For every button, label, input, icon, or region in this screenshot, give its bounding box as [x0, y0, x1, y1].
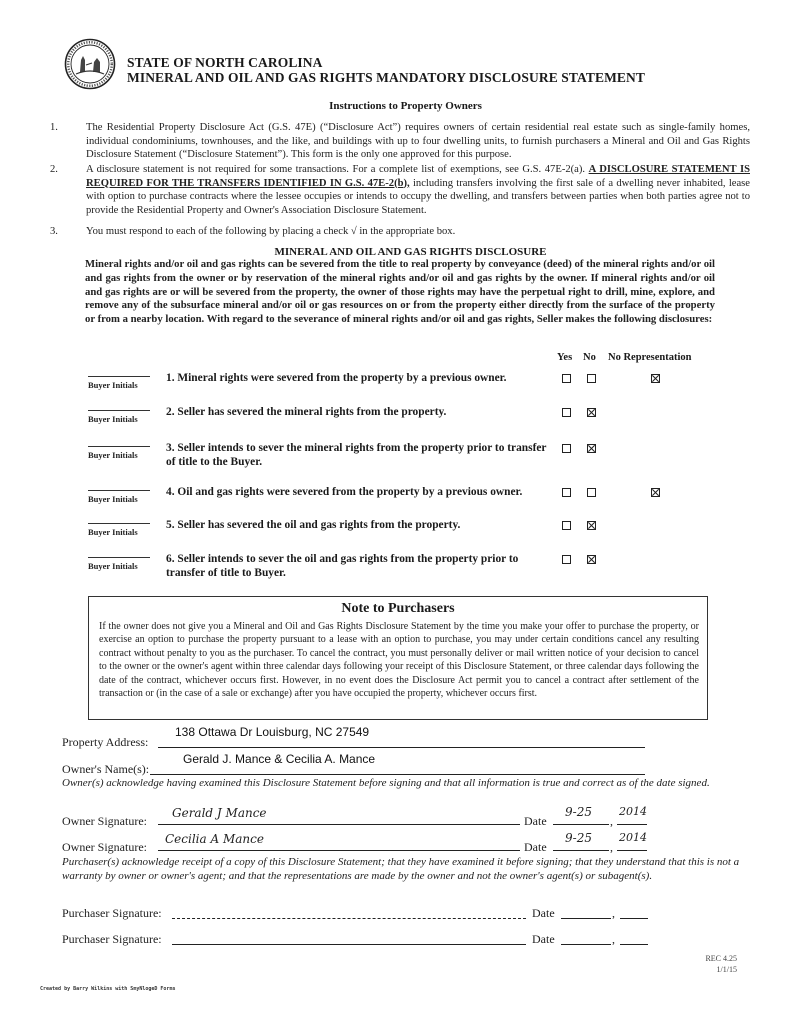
buyer-initials-field[interactable] [88, 557, 152, 571]
purchaser-date-label: Date [532, 906, 555, 920]
buyer-initials-line [88, 523, 150, 524]
state-seal-icon [64, 38, 116, 90]
yes-checkbox[interactable] [562, 444, 571, 453]
purchaser-signature-field[interactable] [172, 904, 526, 919]
owner-signature-value: Gerald J Mance [172, 806, 267, 820]
question-text: 2. Seller has severed the mineral rights from the property. [166, 406, 447, 418]
instruction-number: 3. [50, 226, 58, 237]
instruction-item-2 [50, 163, 750, 217]
note-title: Note to Purchasers [341, 601, 455, 616]
owner-acknowledgement: Owner(s) acknowledge having examined this Disclosure Statement before signing and that all information is true and correct as of the date signed. [62, 777, 710, 789]
buyer-initials-line [88, 446, 150, 447]
buyer-initials-line [88, 410, 150, 411]
form-code: REC 4.25 [705, 954, 737, 963]
disclosure-question-row [88, 372, 728, 406]
owner-date-label: Date [524, 814, 547, 828]
yes-checkbox[interactable] [562, 488, 571, 497]
date-comma: , [612, 932, 615, 946]
form-date: 1/1/15 [716, 965, 737, 974]
instruction-text-part: A disclosure statement is not required for some transactions. For a complete list of exemptions, see G.S. 47E-2(a). [86, 164, 589, 175]
date-comma: , [610, 840, 613, 854]
no-checkbox[interactable] [587, 488, 596, 497]
buyer-initials-line [88, 557, 150, 558]
buyer-initials-label: Buyer Initials [88, 414, 138, 424]
property-address-value: 138 Ottawa Dr Louisburg, NC 27549 [175, 725, 370, 739]
purchaser-year-field[interactable] [620, 904, 648, 919]
disclosure-heading: MINERAL AND OIL AND GAS RIGHTS DISCLOSURE [274, 246, 547, 258]
instruction-number: 2. [50, 164, 58, 175]
yes-checkbox[interactable] [562, 555, 571, 564]
buyer-initials-line [88, 490, 150, 491]
purchaser-signature-label: Purchaser Signature: [62, 932, 162, 946]
buyer-initials-label: Buyer Initials [88, 527, 138, 537]
question-text: 5. Seller has severed the oil and gas rights from the property. [166, 519, 461, 531]
owner-names-value: Gerald J. Mance & Cecilia A. Mance [183, 752, 376, 766]
buyer-initials-line [88, 376, 150, 377]
owner-signature-value: Cecilia A Mance [165, 832, 264, 846]
buyer-initials-field[interactable] [88, 376, 152, 390]
disclosure-question-row [88, 486, 728, 520]
no-checkbox[interactable] [587, 374, 596, 383]
instruction-text [86, 163, 750, 217]
purchaser-date-label: Date [532, 932, 555, 946]
property-address-label: Property Address: [62, 735, 149, 749]
disclosure-question-row [88, 442, 728, 476]
yes-checkbox[interactable] [562, 408, 571, 417]
instruction-required-notice: A DISCLOSURE STATEMENT IS REQUIRED FOR THE TRANSFERS IDENTIFIED IN G.S. 47E-2(b), [86, 164, 750, 189]
question-text: 6. Seller intends to sever the oil and gas rights from the property prior to transfer of title to Buyer. [166, 553, 519, 579]
buyer-initials-label: Buyer Initials [88, 380, 138, 390]
owner-signature-label: Owner Signature: [62, 814, 147, 828]
header-state: STATE OF NORTH CAROLINA [127, 55, 323, 70]
question-text: 3. Seller intends to sever the mineral rights from the property prior to transfer of title to the Buyer. [166, 442, 547, 468]
owner-date-label: Date [524, 840, 547, 854]
instruction-item-1 [50, 121, 750, 162]
owner-date-value: 9-25 [565, 805, 592, 819]
date-comma: , [610, 814, 613, 828]
date-comma: , [612, 906, 615, 920]
yes-checkbox[interactable] [562, 521, 571, 530]
yes-checkbox[interactable] [562, 374, 571, 383]
no-representation-checkbox[interactable] [651, 374, 660, 383]
owner-date-value: 9-25 [565, 831, 592, 845]
owner-signature-label: Owner Signature: [62, 840, 147, 854]
buyer-initials-field[interactable] [88, 523, 152, 537]
column-no: No [583, 352, 596, 363]
instruction-text-part: including transfers involving the first sale of a dwelling never inhabited, lease with option to purchase contracts where the lessee occupies or intends to occupy the dwelling, and transfers between parties when both parties agree not to provide the Residential Property and Owner's Association Disclosure Statement. [86, 177, 751, 216]
question-text: 1. Mineral rights were severed from the property by a previous owner. [166, 372, 507, 384]
column-no-representation: No Representation [608, 352, 692, 363]
buyer-initials-field[interactable] [88, 446, 152, 460]
buyer-initials-label: Buyer Initials [88, 450, 138, 460]
purchaser-date-field[interactable] [561, 930, 611, 945]
buyer-initials-label: Buyer Initials [88, 494, 138, 504]
owner-names-label: Owner's Name(s): [62, 762, 150, 776]
no-checkbox[interactable] [587, 408, 596, 417]
purchaser-acknowledgement: Purchaser(s) acknowledge receipt of a copy of this Disclosure Statement; that they have examined it before signing; that they understand that this is not a warranty by owner or owner's agent; and that the representations are made by the owner and not the owner's agent(s) or subagent(s). [62, 856, 740, 882]
purchaser-date-field[interactable] [561, 904, 611, 919]
no-representation-checkbox[interactable] [651, 488, 660, 497]
purchaser-year-field[interactable] [620, 930, 648, 945]
instruction-text: The Residential Property Disclosure Act (G.S. 47E) (“Disclosure Act”) requires owners of certain residential real estate such as single-family homes, individual condominiums, townhouses, and the like, and buildings with up to four dwelling units, to furnish purchasers a Mineral and Oil and Gas Rights Disclosure Statement (“Disclosure Statement”). This form is the only one approved for this purpose. [86, 122, 750, 161]
creator-credit: Created by Barry Wilkins with SmyNlogeD Forms [40, 986, 176, 992]
purchaser-signature-field[interactable] [172, 930, 526, 945]
buyer-initials-field[interactable] [88, 490, 152, 504]
buyer-initials-label: Buyer Initials [88, 561, 138, 571]
disclosure-question-row [88, 553, 728, 587]
owner-year-value: 2014 [619, 831, 647, 844]
disclosure-question-row [88, 406, 728, 440]
purchaser-signature-label: Purchaser Signature: [62, 906, 162, 920]
note-body: If the owner does not give you a Mineral and Oil and Gas Rights Disclosure Statement by the time you make your offer to purchase the property, or exercise an option to purchase the property pursuant to a lease with an option to purchase, you may under certain conditions cancel any resulting contract without penalty to you as the purchaser. To cancel the contract, you must personally deliver or mail written notice of your decision to cancel to the owner or the owner's agent within three calendar days following your receipt of this Disclosure Statement, or three calendar days following the date of the contract, whichever occurs first. However, in no event does the Disclosure Act permit you to cancel a contract after settlement of the transaction or (in the case of a sale or exchange) after you have occupied the property, whichever occurs first. [99, 621, 699, 700]
disclosure-question-row [88, 519, 728, 553]
instruction-item-3 [50, 225, 750, 239]
no-checkbox[interactable] [587, 555, 596, 564]
disclosure-body: Mineral rights and/or oil and gas rights can be severed from the title to real property by conveyance (deed) of the mineral rights and/or oil and gas rights from the owner or by reservation of the mineral rights and/or oil and gas rights by the owner. If mineral rights and/or oil and gas rights are or will be severed from the property, the owner of those rights may have the perpetual right to drill, mine, explore, and remove any of the subsurface mineral and/or oil or gas resources on or from the property either directly from the surface of the property or from a nearby location. With regard to the severance of mineral rights and/or oil and gas rights, Seller makes the following disclosures: [85, 258, 715, 326]
no-checkbox[interactable] [587, 521, 596, 530]
instruction-text: You must respond to each of the following by placing a check √ in the appropriate box. [86, 226, 456, 237]
owner-year-value: 2014 [619, 805, 647, 818]
no-checkbox[interactable] [587, 444, 596, 453]
column-yes: Yes [557, 352, 573, 363]
note-to-purchasers [88, 596, 708, 720]
instructions-heading: Instructions to Property Owners [329, 100, 482, 112]
question-text: 4. Oil and gas rights were severed from the property by a previous owner. [166, 486, 523, 498]
buyer-initials-field[interactable] [88, 410, 152, 424]
header-title: MINERAL AND OIL AND GAS RIGHTS MANDATORY DISCLOSURE STATEMENT [127, 70, 645, 85]
instruction-number: 1. [50, 122, 58, 133]
